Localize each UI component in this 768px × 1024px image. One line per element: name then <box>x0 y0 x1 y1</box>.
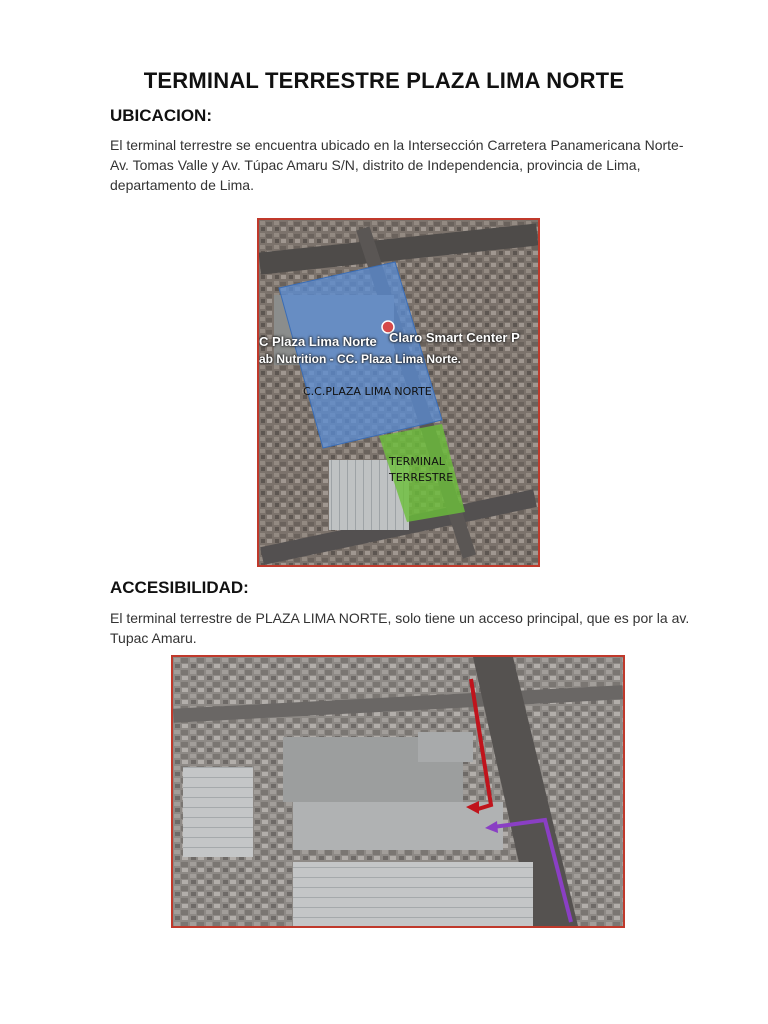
document-title: TERMINAL TERRESTRE PLAZA LIMA NORTE <box>143 68 625 93</box>
access-map <box>171 655 625 928</box>
map-overlay-nutrition: ab Nutrition - CC. Plaza Lima Norte. <box>259 352 462 366</box>
label-cc-plaza: C.C.PLAZA LIMA NORTE <box>303 385 432 398</box>
access-map-image <box>173 657 623 926</box>
map-overlay-claro: Claro Smart Center P <box>389 330 520 345</box>
ubicacion-heading: UBICACION: <box>110 106 212 125</box>
accesibilidad-heading: ACCESIBILIDAD: <box>110 578 249 597</box>
accesibilidad-text: El terminal terrestre de PLAZA LIMA NORTE, solo tiene un acceso principal, que es por la av. Tupac Amaru. <box>110 610 690 646</box>
ubicacion-text: El terminal terrestre se encuentra ubicado en la Intersección Carretera Panamericana Norte-Av. Tomas Valle y Av. Túpac Amaru S/N, distrito de Independencia, provincia de Lima, departamento de Lima. <box>110 137 684 193</box>
map-overlay-plaza: C Plaza Lima Norte <box>259 334 377 349</box>
label-terminal: TERMINAL TERRESTRE <box>389 455 454 484</box>
location-map <box>257 218 540 567</box>
